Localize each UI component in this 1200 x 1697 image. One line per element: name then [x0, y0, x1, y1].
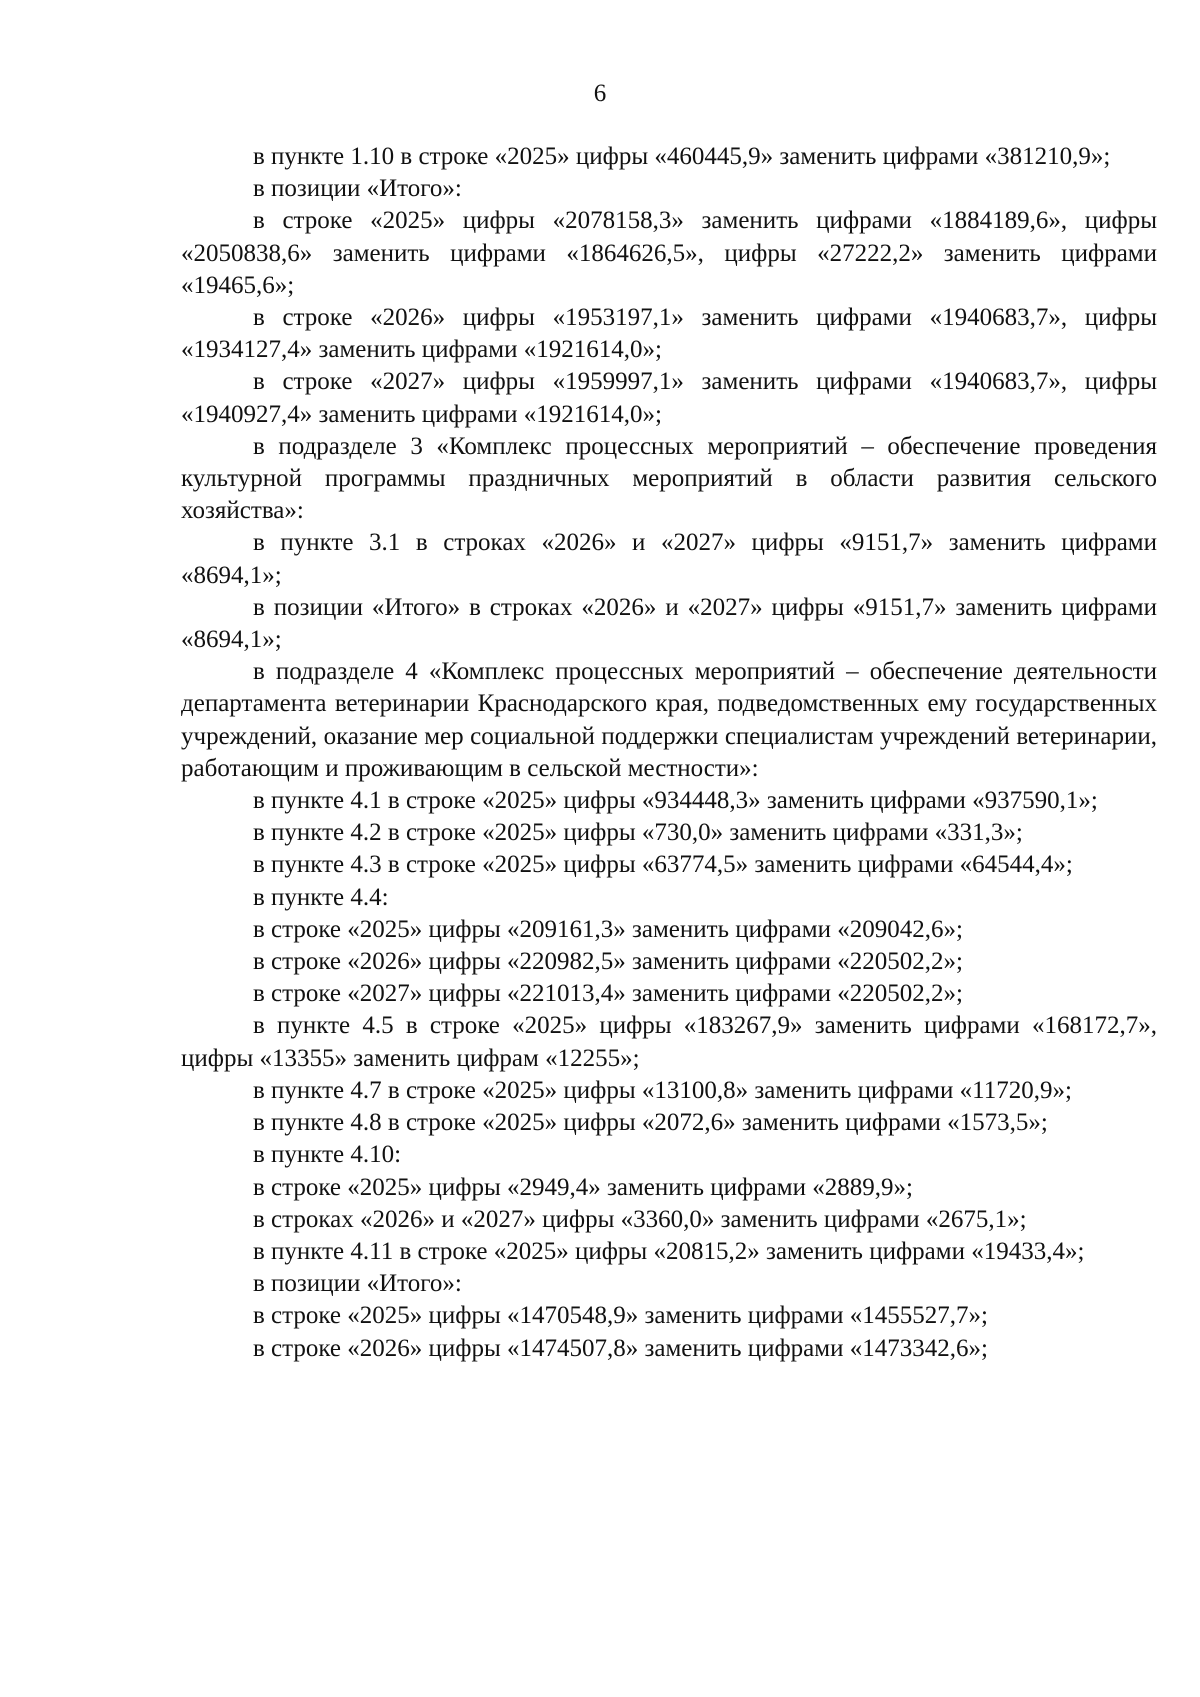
- paragraph-17: в пункте 4.5 в строке «2025» цифры «183267,9» заменить цифрами «168172,7», цифры «13355» заменить цифрам «12255»;: [181, 1012, 1157, 1072]
- paragraph-5: в строке «2027» цифры «1959997,1» заменить цифрами «1940683,7», цифры «1940927,4» заменить цифрами «1921614,0»;: [181, 368, 1157, 428]
- paragraph-6: в подразделе 3 «Комплекс процессных мероприятий – обеспечение проведения культурной программы праздничных мероприятий в области развития сельского хозяйства»:: [181, 432, 1157, 525]
- paragraph-9: в подразделе 4 «Комплекс процессных мероприятий – обеспечение деятельности департамента ветеринарии Краснодарского края, подведомственных ему государственных учреждений, оказание мер социальной поддержки специалистам учреждений ветеринарии, работающим и проживающим в сельской местности»:: [181, 658, 1157, 782]
- paragraph-13: в пункте 4.4:: [253, 883, 389, 911]
- paragraph-24: в позиции «Итого»:: [253, 1270, 462, 1298]
- document-body: [181, 141, 1157, 1365]
- paragraph-21: в строке «2025» цифры «2949,4» заменить цифрами «2889,9»;: [253, 1173, 913, 1201]
- paragraph-7: в пункте 3.1 в строках «2026» и «2027» цифры «9151,7» заменить цифрами «8694,1»;: [181, 529, 1157, 589]
- paragraph-20: в пункте 4.10:: [253, 1141, 402, 1169]
- paragraph-18: в пункте 4.7 в строке «2025» цифры «13100,8» заменить цифрами «11720,9»;: [253, 1076, 1072, 1104]
- paragraph-19: в пункте 4.8 в строке «2025» цифры «2072,6» заменить цифрами «1573,5»;: [253, 1109, 1048, 1137]
- paragraph-26: в строке «2026» цифры «1474507,8» заменить цифрами «1473342,6»;: [253, 1334, 988, 1362]
- paragraph-10: в пункте 4.1 в строке «2025» цифры «934448,3» заменить цифрами «937590,1»;: [253, 787, 1098, 815]
- paragraph-25: в строке «2025» цифры «1470548,9» заменить цифрами «1455527,7»;: [253, 1302, 988, 1330]
- paragraph-22: в строках «2026» и «2027» цифры «3360,0» заменить цифрами «2675,1»;: [253, 1205, 1027, 1233]
- paragraph-1: в пункте 1.10 в строке «2025» цифры «460445,9» заменить цифрами «381210,9»;: [253, 143, 1111, 170]
- paragraph-15: в строке «2026» цифры «220982,5» заменить цифрами «220502,2»;: [253, 948, 963, 976]
- paragraph-23: в пункте 4.11 в строке «2025» цифры «20815,2» заменить цифрами «19433,4»;: [253, 1237, 1085, 1265]
- paragraph-14: в строке «2025» цифры «209161,3» заменить цифрами «209042,6»;: [253, 915, 963, 943]
- paragraph-2: в позиции «Итого»:: [253, 175, 462, 203]
- paragraph-11: в пункте 4.2 в строке «2025» цифры «730,0» заменить цифрами «331,3»;: [253, 819, 1023, 847]
- paragraph-8: в позиции «Итого» в строках «2026» и «2027» цифры «9151,7» заменить цифрами «8694,1»;: [181, 593, 1157, 654]
- paragraph-3: в строке «2025» цифры «2078158,3» заменить цифрами «1884189,6», цифры «2050838,6» заменить цифрами «1864626,5», цифры «27222,2» заменить цифрами «19465,6»;: [181, 207, 1157, 299]
- paragraph-12: в пункте 4.3 в строке «2025» цифры «63774,5» заменить цифрами «64544,4»;: [253, 851, 1073, 879]
- paragraph-16: в строке «2027» цифры «221013,4» заменить цифрами «220502,2»;: [253, 980, 963, 1008]
- paragraph-4: в строке «2026» цифры «1953197,1» заменить цифрами «1940683,7», цифры «1934127,4» заменить цифрами «1921614,0»;: [181, 304, 1157, 364]
- page-number: 6: [593, 80, 607, 107]
